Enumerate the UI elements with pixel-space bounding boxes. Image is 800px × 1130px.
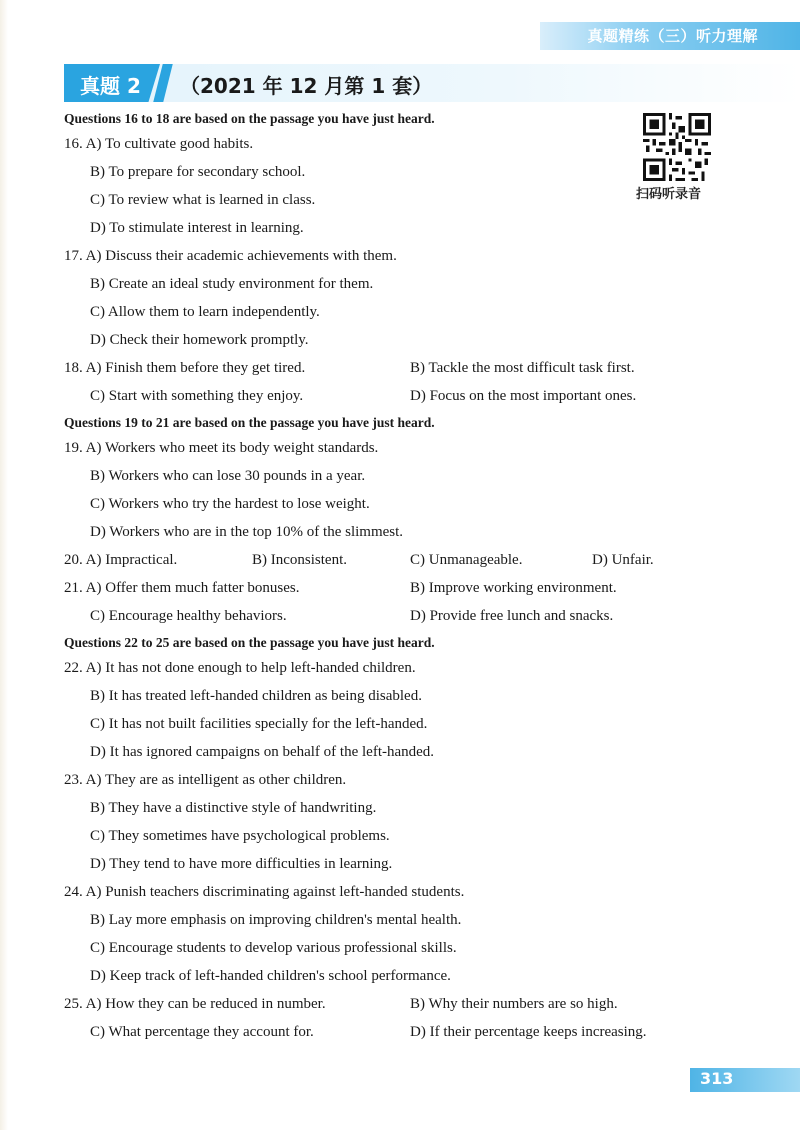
question-17-option-c: C) Allow them to learn independently. — [90, 304, 320, 320]
question-18-option-c: C) Start with something they enjoy. — [90, 388, 304, 404]
question-17-option-a: 17. A) Discuss their academic achievements with them. — [64, 248, 397, 264]
section-heading: Questions 22 to 25 are based on the passage you have just heard. — [64, 635, 435, 650]
qr-caption: 扫码听录音 — [636, 187, 702, 202]
question-21-row-1 — [64, 574, 704, 602]
question-18-option-d: D) Focus on the most important ones. — [410, 388, 637, 404]
question-21-option-a: 21. A) Offer them much fatter bonuses. — [64, 580, 300, 596]
question-20-option-b: B) Inconsistent. — [252, 552, 347, 568]
question-24-option-c: C) Encourage students to develop various professional skills. — [90, 940, 457, 956]
question-20-row — [64, 546, 704, 574]
question-25-row-2 — [64, 1018, 704, 1046]
question-19-option-b: B) Workers who can lose 30 pounds in a year. — [90, 468, 366, 484]
question-21-row-2 — [64, 602, 704, 630]
section-heading: Questions 16 to 18 are based on the passage you have just heard. — [64, 111, 435, 126]
question-25-row-1 — [64, 990, 704, 1018]
question-18-option-b: B) Tackle the most difficult task first. — [410, 360, 635, 376]
question-21-option-b: B) Improve working environment. — [410, 580, 617, 596]
title-date: （2021 年 12 月第 1 套） — [180, 74, 433, 98]
question-17-option-d: D) Check their homework promptly. — [90, 332, 309, 348]
page-spine-shadow — [0, 0, 8, 1130]
question-25-option-a: 25. A) How they can be reduced in number. — [64, 996, 326, 1012]
question-25-option-b: B) Why their numbers are so high. — [410, 996, 618, 1012]
question-20-option-c: C) Unmanageable. — [410, 552, 523, 568]
section-heading: Questions 19 to 21 are based on the passage you have just heard. — [64, 415, 435, 430]
question-22-option-a: 22. A) It has not done enough to help left-handed children. — [64, 660, 416, 676]
question-21-option-d: D) Provide free lunch and snacks. — [410, 608, 614, 624]
page-number: 313 — [700, 1069, 734, 1088]
question-23-option-d: D) They tend to have more difficulties in learning. — [90, 856, 393, 872]
question-list — [64, 106, 704, 1046]
question-24-option-d: D) Keep track of left-handed children's school performance. — [90, 968, 451, 984]
title-tag: 真题 2 — [80, 74, 141, 98]
question-22-option-c: C) It has not built facilities specially for the left-handed. — [90, 716, 428, 732]
question-16-option-d: D) To stimulate interest in learning. — [90, 220, 304, 236]
question-22-option-b: B) It has treated left-handed children as being disabled. — [90, 688, 422, 704]
question-18-row-1 — [64, 354, 704, 382]
question-16-option-c: C) To review what is learned in class. — [90, 192, 316, 208]
question-24-option-a: 24. A) Punish teachers discriminating against left-handed students. — [64, 884, 465, 900]
question-16-option-a: 16. A) To cultivate good habits. — [64, 136, 254, 152]
question-21-option-c: C) Encourage healthy behaviors. — [90, 608, 287, 624]
running-header-title: 真题精练（三）听力理解 — [587, 27, 758, 45]
question-19-option-c: C) Workers who try the hardest to lose weight. — [90, 496, 370, 512]
question-23-option-a: 23. A) They are as intelligent as other children. — [64, 772, 347, 788]
question-20-option-a: 20. A) Impractical. — [64, 552, 178, 568]
question-25-option-c: C) What percentage they account for. — [90, 1024, 314, 1040]
question-18-option-a: 18. A) Finish them before they get tired. — [64, 360, 306, 376]
question-22-option-d: D) It has ignored campaigns on behalf of the left-handed. — [90, 744, 435, 760]
question-23-option-b: B) They have a distinctive style of handwriting. — [90, 800, 377, 816]
question-17-option-b: B) Create an ideal study environment for them. — [90, 276, 374, 292]
question-19-option-a: 19. A) Workers who meet its body weight standards. — [64, 440, 379, 456]
question-18-row-2 — [64, 382, 704, 410]
question-25-option-d: D) If their percentage keeps increasing. — [410, 1024, 647, 1040]
question-20-option-d: D) Unfair. — [592, 552, 654, 568]
question-16-option-b: B) To prepare for secondary school. — [90, 164, 306, 180]
question-23-option-c: C) They sometimes have psychological problems. — [90, 828, 390, 844]
question-24-option-b: B) Lay more emphasis on improving children's mental health. — [90, 912, 462, 928]
question-19-option-d: D) Workers who are in the top 10% of the slimmest. — [90, 524, 404, 540]
